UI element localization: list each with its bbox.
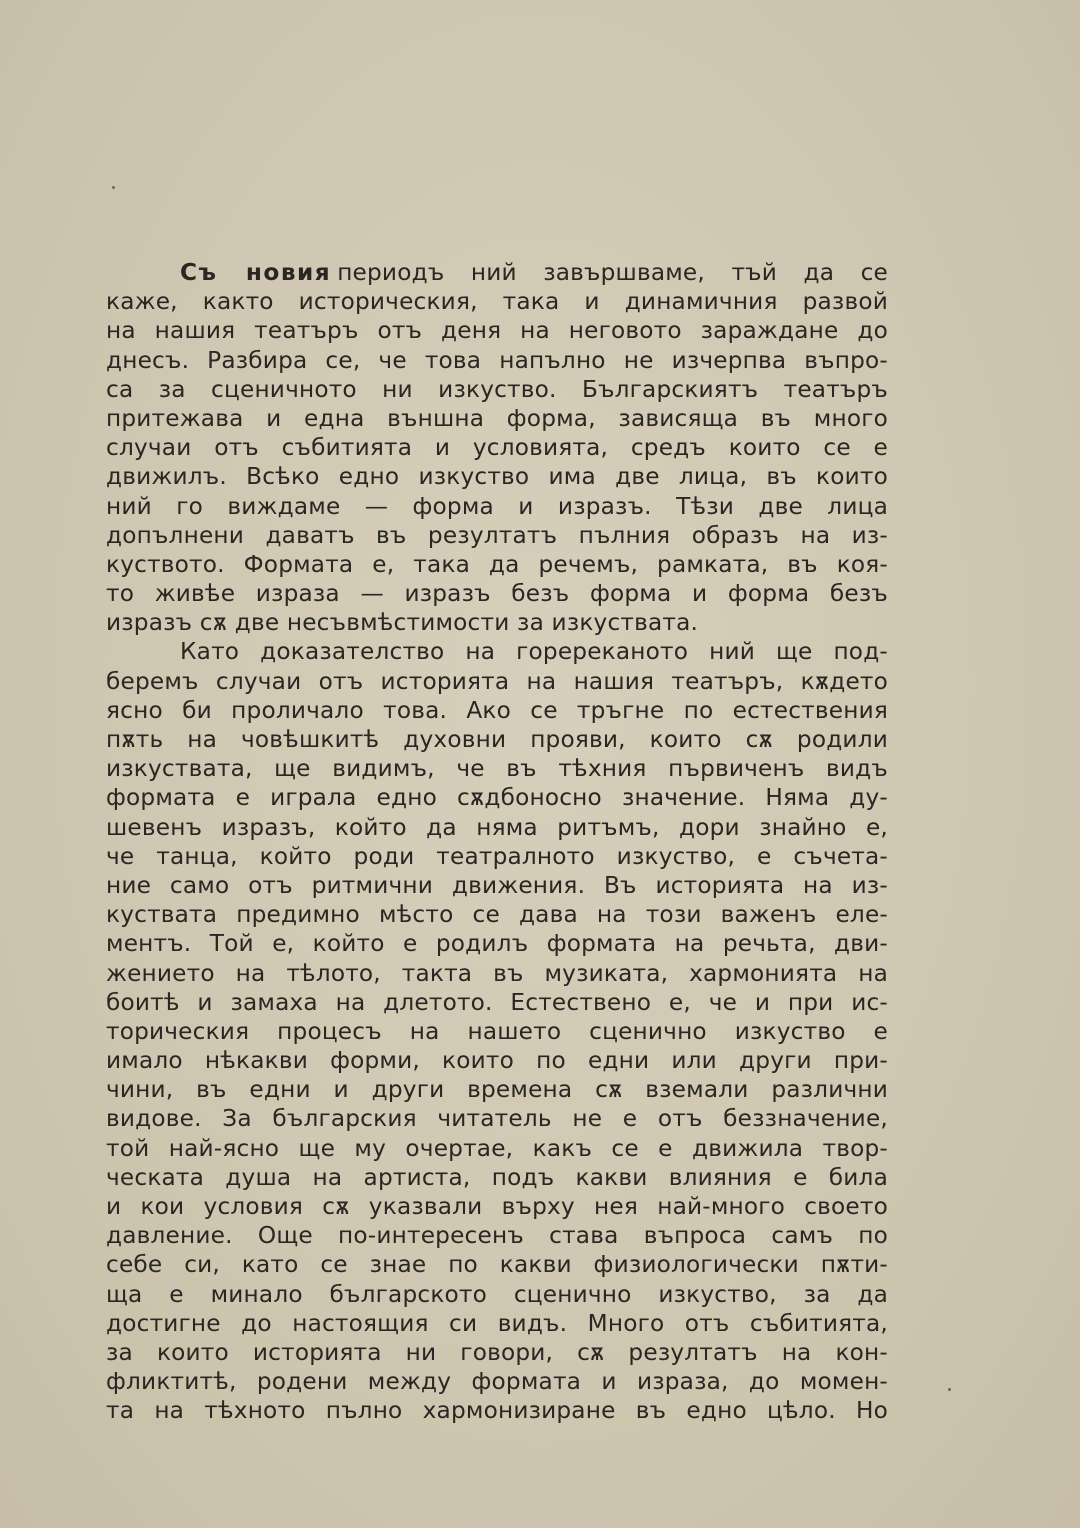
text-line: изразъ сѫ две несъвмѣстимости за изкуствата.	[106, 609, 699, 637]
text-line: ний го виждаме — форма и изразъ. Тѣзи две лица	[106, 492, 888, 520]
text-line: той най-ясно ще му очертае, какъ се е движила твор-	[106, 1134, 888, 1162]
text-line: куствата предимно мѣсто се дава на този важенъ еле-	[106, 901, 888, 929]
text-line: боитѣ и замаха на длетото. Естествено е, че и при ис-	[106, 988, 888, 1016]
text-line: ясно би проличало това. Ако се тръгне по естествения	[106, 696, 888, 724]
text-line: беремъ случаи отъ историята на нашия театъръ, кѫдето	[106, 667, 888, 695]
lead-words: Съ новия	[180, 259, 332, 286]
text-line: то живѣе израза — изразъ безъ форма и форма безъ	[106, 580, 888, 608]
text-line: ческата душа на артиста, подъ какви влияния е била	[106, 1163, 888, 1191]
text-line: куството. Формата е, така да речемъ, рамката, въ коя-	[106, 550, 888, 578]
text-line: та на тѣхното пълно хармонизиране въ едно цѣло. Но	[106, 1397, 888, 1425]
text-line: и кои условия сѫ указвали върху нея най-много своето	[106, 1193, 888, 1220]
text-line: притежава и една външна форма, зависяща въ много	[106, 404, 888, 432]
text-line: ментъ. Той е, който е родилъ формата на речьта, дви-	[106, 930, 888, 958]
text-line: че танца, който роди театралното изкуство, е съчета-	[106, 842, 888, 870]
text-line: чини, въ едни и други времена сѫ вземали различни	[106, 1076, 888, 1104]
text-line: за които историята ни говори, сѫ резултатъ на кон-	[106, 1338, 888, 1366]
text-line: Като доказателство на горереканото ний ще под-	[180, 638, 888, 666]
text-line: торическия процесъ на нашето сценично изкуство е	[106, 1017, 888, 1045]
text-line: движилъ. Всѣко едно изкуство има две лица, въ които	[106, 463, 888, 491]
text-line: днесъ. Разбира се, че това напълно не изчерпва въпро-	[106, 346, 888, 374]
text-line: на нашия театъръ отъ деня на неговото зараждане до	[106, 317, 888, 345]
text-line: Съ новия периодъ ний завършваме, тъй да се	[180, 259, 889, 286]
text-line: случаи отъ събитията и условията, средъ които се е	[106, 434, 888, 462]
print-speck	[112, 186, 115, 189]
text-line: имало нѣкакви форми, които по едни или други при-	[106, 1047, 888, 1075]
text-line: каже, както историческия, тaка и динамичния развой	[106, 288, 888, 316]
text-line: себе си, като се знае по какви физиологически пѫти-	[106, 1251, 888, 1279]
text-line: видове. За българския читатель не е отъ беззначение,	[106, 1105, 888, 1133]
text-line: ние само отъ ритмични движения. Въ историята на из-	[106, 871, 888, 899]
body-text	[106, 258, 888, 1426]
text-line: достигне до настоящия си видъ. Много отъ събитията,	[106, 1309, 888, 1337]
text-line: формата е играла едно сѫдбоносно значение. Няма ду-	[106, 784, 888, 812]
text-line: допълнени даватъ въ резултатъ пълния образъ на из-	[106, 521, 888, 549]
text-line: са за сценичното ни изкуство. Българскиятъ театъръ	[106, 375, 888, 403]
text-line: шевенъ изразъ, който да няма ритъмъ, дори знайно е,	[106, 813, 888, 841]
text-line: фликтитѣ, родени между формата и израза, до момен-	[106, 1368, 888, 1396]
text-line: изкуствата, ще видимъ, че въ тѣхния първиченъ видъ	[106, 755, 888, 783]
text-line: пѫть на човѣшкитѣ духовни прояви, които сѫ родили	[106, 726, 888, 753]
text-line: давление. Още по-интересенъ става въпроса самъ по	[106, 1222, 888, 1250]
text-line: жението на тѣлото, такта въ музиката, хармонията на	[106, 959, 888, 987]
text-line: ща е минало българското сценично изкуство, за да	[106, 1280, 888, 1308]
print-speck	[948, 1388, 951, 1391]
